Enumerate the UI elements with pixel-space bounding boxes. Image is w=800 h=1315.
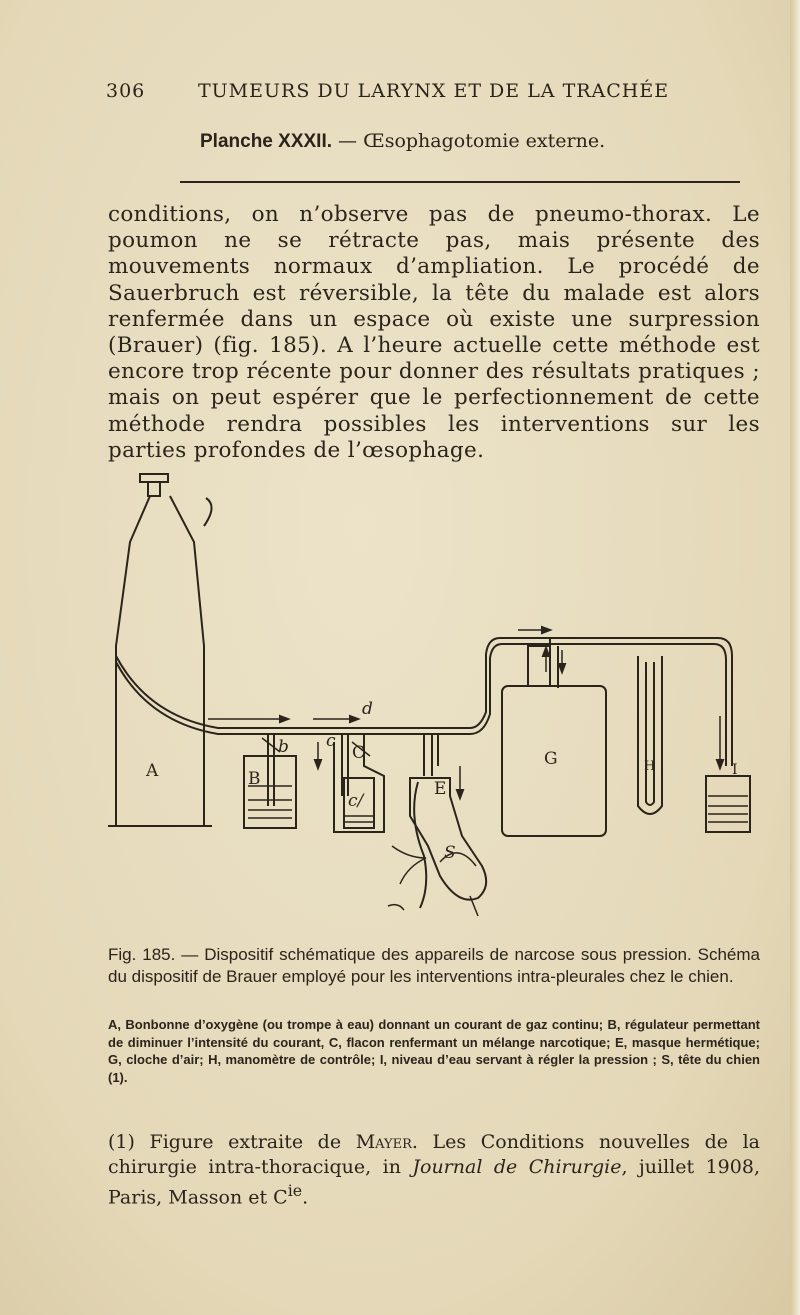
caption-text: Fig. 185. — Dispositif schématique des appareils de narcose sous pression. Schéma du dispositif de Brauer employé pour les interventions intra-pleurales chez le chien. bbox=[108, 945, 760, 986]
label-c-small: c bbox=[326, 731, 336, 751]
air-bell bbox=[502, 638, 606, 836]
body-text bbox=[108, 202, 760, 464]
label-c: C bbox=[352, 743, 366, 763]
label-s: S bbox=[444, 843, 456, 863]
footnote-journal: Journal de Chirurgie bbox=[412, 1155, 622, 1178]
water-level-vessel bbox=[706, 716, 750, 832]
footnote-part: Figure extraite de bbox=[134, 1131, 356, 1153]
label-b: B bbox=[248, 769, 261, 789]
footnote-text bbox=[108, 1130, 760, 1210]
header-rule bbox=[180, 181, 740, 183]
figure-legend bbox=[108, 1016, 760, 1086]
label-c-prime: c/ bbox=[348, 791, 364, 811]
footnote-part: . Les Conditions nouvelles de la chirurgie intra-thoracique, in bbox=[108, 1131, 761, 1178]
label-d: d bbox=[362, 699, 373, 719]
label-h: H bbox=[644, 759, 656, 774]
label-a: A bbox=[146, 761, 159, 781]
running-head bbox=[106, 80, 692, 108]
legend-text: A, Bonbonne d’oxygène (ou trompe à eau) donnant un courant de gaz continu; B, régulateur permettant de diminuer l’intensité du courant, C, flacon renfermant un mélange narcotique; E, masque hermétique; G, cloche d’air; H, manomètre de contrôle; I, niveau d’eau servant à régler la pression ; S, tête du chien (1). bbox=[108, 1017, 760, 1085]
page-number: 306 bbox=[106, 80, 146, 102]
mask-and-head bbox=[388, 734, 486, 916]
figure-185 bbox=[108, 466, 760, 932]
plate-name: Œsophagotomie externe. bbox=[363, 130, 606, 152]
plate-separator: — bbox=[332, 130, 364, 152]
footnote-marker: (1) bbox=[108, 1131, 135, 1153]
footnote-part: , juillet 1908, Paris, Masson et C bbox=[108, 1155, 760, 1209]
plate-title bbox=[200, 130, 680, 153]
running-title: TUMEURS DU LARYNX ET DE LA TRACHÉE bbox=[198, 80, 670, 102]
plate-label: Planche XXXII. bbox=[200, 131, 332, 152]
label-i: I bbox=[732, 762, 738, 778]
figure-caption bbox=[108, 944, 760, 987]
page-edge bbox=[790, 0, 800, 1315]
footnote-superscript: ie bbox=[287, 1181, 303, 1200]
footnote-author: Mayer bbox=[355, 1131, 412, 1153]
oxygen-bottle bbox=[108, 474, 212, 826]
manometer bbox=[638, 656, 662, 814]
apparatus-diagram bbox=[108, 466, 760, 932]
body-paragraph: conditions, on n’observe pas de pneumo-thorax. Le poumon ne se rétracte pas, mais présente des mouvements normaux d’ampliation. Le procédé de Sauerbruch est réversible, la tête du malade est alors renfermée dans un espace où existe une surpression (Brauer) (fig. 185). A l’heure actuelle cette méthode est encore trop récente pour donner des résultats pratiques ; mais on peut espérer que le perfectionnement de cette méthode rendra possibles les interventions sur les parties profondes de l’œsophage. bbox=[108, 202, 760, 463]
footnote-part: . bbox=[302, 1186, 309, 1209]
label-e: E bbox=[434, 779, 447, 799]
label-g: G bbox=[544, 749, 558, 769]
label-b-small: b bbox=[278, 737, 289, 757]
footnote bbox=[108, 1130, 760, 1210]
